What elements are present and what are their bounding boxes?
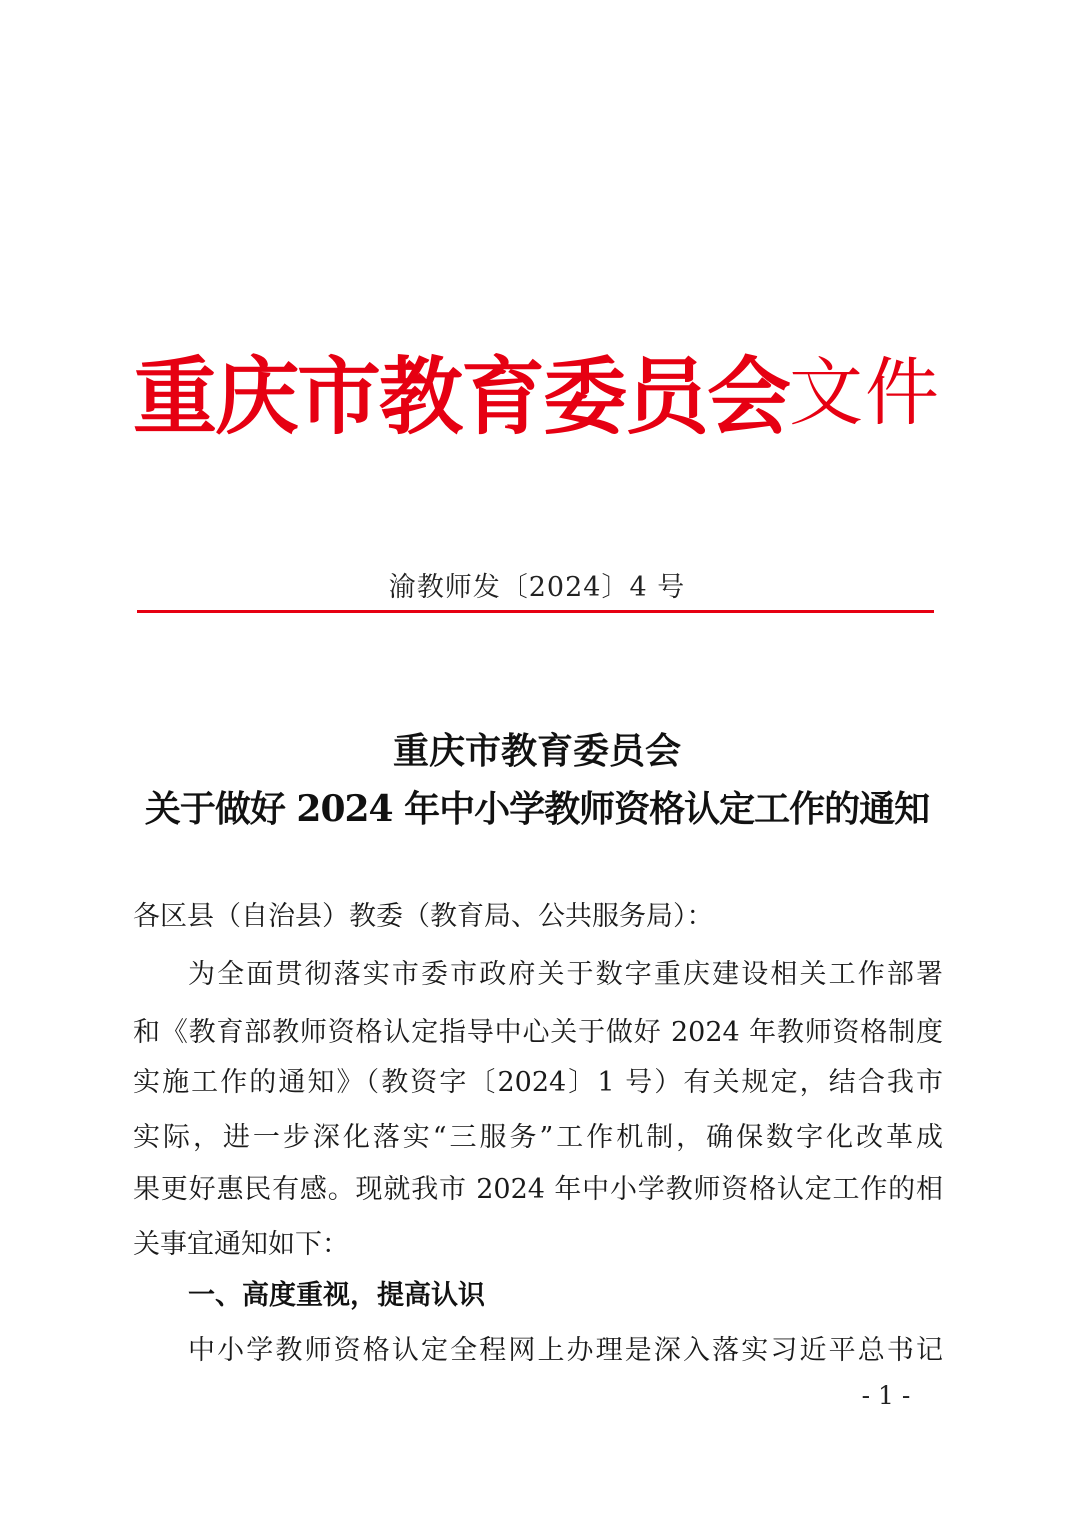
body-line-2: 和《教育部教师资格认定指导中心关于做好 2024 年教师资格制度	[133, 1017, 943, 1048]
body-line-3: 实施工作的通知》（教资字〔2024〕1 号）有关规定，结合我市	[133, 1067, 943, 1098]
title-line-2: 关于做好 2024 年中小学教师资格认定工作的通知	[144, 788, 930, 830]
masthead	[0, 348, 1074, 446]
section-heading-1: 一、高度重视，提高认识	[188, 1280, 485, 1311]
body-line-5: 果更好惠民有感。现就我市 2024 年中小学教师资格认定工作的相	[133, 1174, 943, 1205]
page-number: - 1 -	[861, 1381, 911, 1410]
body-line-1: 为全面贯彻落实市委市政府关于数字重庆建设相关工作部署	[188, 959, 943, 990]
section-1-first-line: 中小学教师资格认定全程网上办理是深入落实习近平总书记	[188, 1335, 943, 1366]
body-line-6: 关事宜通知如下：	[133, 1229, 349, 1260]
document-number: 渝教师发〔2024〕4 号	[388, 572, 686, 603]
body-line-4: 实际，进一步深化落实“三服务”工作机制，确保数字化改革成	[133, 1122, 943, 1153]
red-divider	[137, 610, 934, 613]
masthead-doc-type: 文件	[789, 350, 941, 436]
title-line-1: 重庆市教育委员会	[392, 730, 681, 772]
salutation: 各区县（自治县）教委（教育局、公共服务局）：	[133, 901, 714, 932]
masthead-org: 重庆市教育委员会	[132, 348, 789, 446]
